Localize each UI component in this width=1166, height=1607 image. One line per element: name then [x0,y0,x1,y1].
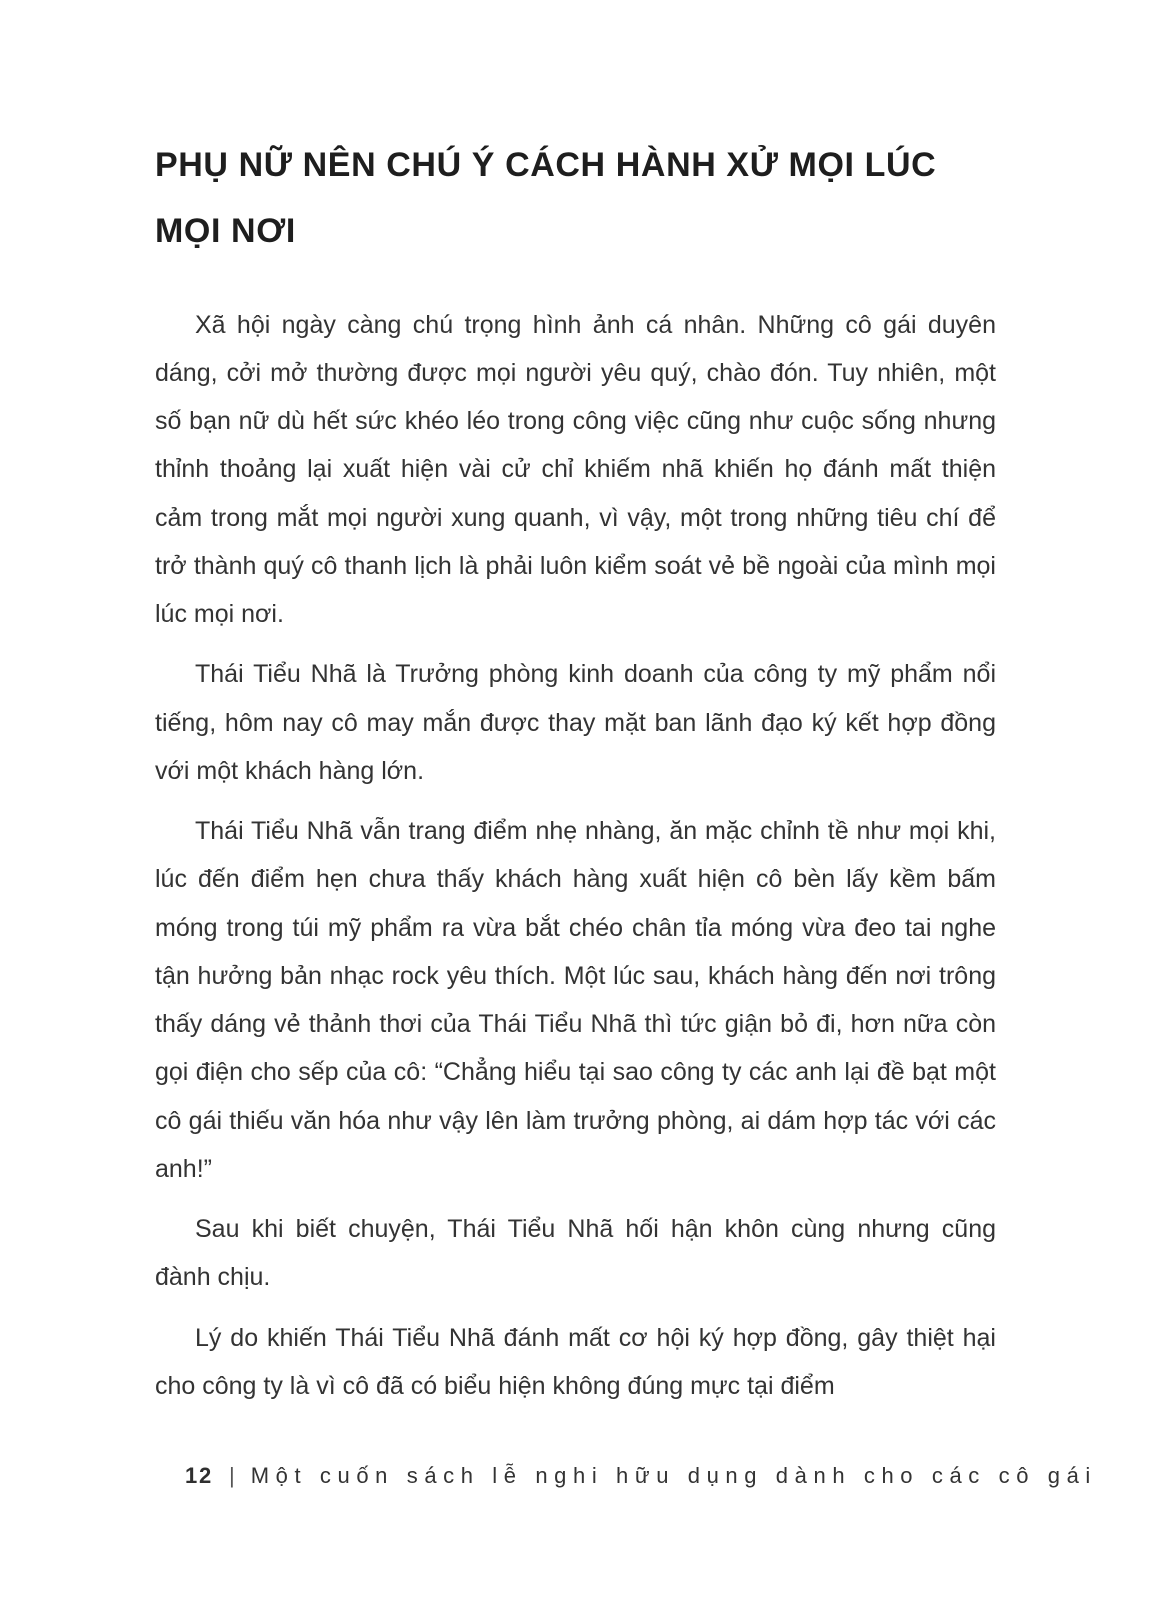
footer-separator: | [229,1463,235,1488]
page-title: PHỤ NỮ NÊN CHÚ Ý CÁCH HÀNH XỬ MỌI LÚC MỌI NƠI [155,146,937,251]
paragraph: Thái Tiểu Nhã là Trưởng phòng kinh doanh của công ty mỹ phẩm nổi tiếng, hôm nay cô may mắn được thay mặt ban lãnh đạo ký kết hợp đồng với một khách hàng lớn. [155,660,996,785]
footer-book-title: Một cuốn sách lễ nghi hữu dụng dành cho các cô gái [250,1463,1097,1488]
paragraph: Thái Tiểu Nhã vẫn trang điểm nhẹ nhàng, ăn mặc chỉnh tề như mọi khi, lúc đến điểm hẹn chưa thấy khách hàng xuất hiện cô bèn lấy kềm bấm móng trong túi mỹ phẩm ra vừa bắt chéo chân tỉa móng vừa đeo tai nghe tận hưởng bản nhạc rock yêu thích. Một lúc sau, khách hàng đến nơi trông thấy dáng vẻ thảnh thơi của Thái Tiểu Nhã thì tức giận bỏ đi, hơn nữa còn gọi điện cho sếp của cô: “Chẳng hiểu tại sao công ty các anh lại đề bạt một cô gái thiếu văn hóa như vậy lên làm trưởng phòng, ai dám hợp tác với các anh!” [155,817,996,1183]
paragraph: Sau khi biết chuyện, Thái Tiểu Nhã hối hận khôn cùng nhưng cũng đành chịu. [155,1215,996,1292]
body-text [155,301,996,1411]
page-content [155,132,996,1422]
page-number: 12 [185,1463,213,1488]
paragraph: Lý do khiến Thái Tiểu Nhã đánh mất cơ hội ký hợp đồng, gây thiệt hại cho công ty là vì cô đã có biểu hiện không đúng mực tại điểm [155,1323,996,1400]
paragraph: Xã hội ngày càng chú trọng hình ảnh cá nhân. Những cô gái duyên dáng, cởi mở thường được mọi người yêu quý, chào đón. Tuy nhiên, một số bạn nữ dù hết sức khéo léo trong công việc cũng như cuộc sống nhưng thỉnh thoảng lại xuất hiện vài cử chỉ khiếm nhã khiến họ đánh mất thiện cảm trong mắt mọi người xung quanh, vì vậy, một trong những tiêu chí để trở thành quý cô thanh lịch là phải luôn kiểm soát vẻ bề ngoài của mình mọi lúc mọi nơi. [155,310,996,629]
page-footer [185,1463,1097,1489]
